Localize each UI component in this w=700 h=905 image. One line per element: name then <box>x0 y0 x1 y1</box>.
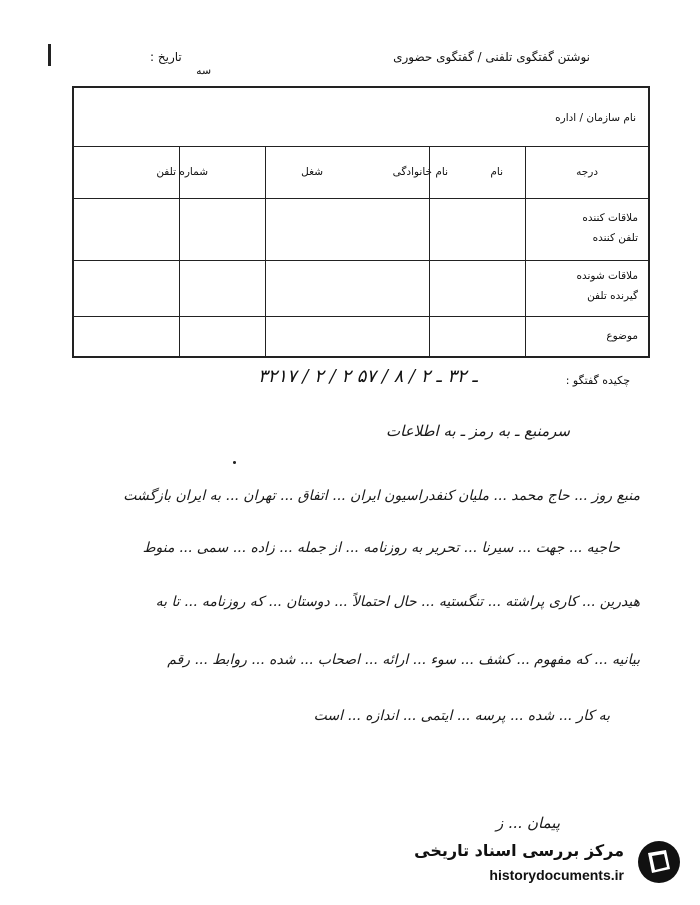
visitor-row <box>74 198 648 261</box>
ink-dot <box>233 461 236 464</box>
visited-row <box>74 260 648 317</box>
org-label: نام سازمان / اداره <box>555 112 636 124</box>
visited-label: ملاقات شونده <box>576 270 638 282</box>
form-table <box>72 86 650 358</box>
archive-logo-icon <box>636 839 682 885</box>
org-row <box>74 88 648 147</box>
subject-label: موضوع <box>606 330 638 342</box>
col-family-name: نام خانوادگی <box>392 166 448 178</box>
form-title: نوشتن گفتگوی تلفنی / گفتگوی حضوری <box>393 50 590 64</box>
margin-mark <box>48 44 51 66</box>
col-phone: شماره تلفن <box>156 166 208 178</box>
handwritten-line: منبع روز ... حاج محمد ... ملیان کنفدراسیون ایران ... اتفاق ... تهران ... به ایران بازگشت <box>123 488 640 504</box>
handwritten-line: بیانیه ... که مفهوم ... کشف ... سوء ... ارائه ... اصحاب ... شده ... روابط ... رقم <box>167 652 640 668</box>
column-divider <box>265 146 266 356</box>
column-divider <box>525 146 526 356</box>
handwritten-line: حاجیه ... جهت ... سیرنا ... تحریر به روزنامه ... از جمله ... زاده ... سمی ... منوط <box>142 540 620 556</box>
watermark-text-fa: مرکز بررسی اسناد تاریخی <box>414 841 624 860</box>
handwritten-line: هیدرین ... کاری پراشته ... تنگستیه ... حال احتمالاً ... دوستان ... که روزنامه ... تا به <box>155 594 640 610</box>
column-header-row <box>74 146 648 199</box>
col-name: نام <box>490 166 503 178</box>
receiver-label: گیرنده تلفن <box>587 290 638 302</box>
handwritten-line: سرمنبع ـ به رمز ـ به اطلاعات <box>386 422 570 440</box>
visitor-label: ملاقات کننده <box>582 212 638 224</box>
caller-label: تلفن کننده <box>592 232 638 244</box>
watermark-logo <box>382 839 682 895</box>
col-rank: درجه <box>576 166 598 178</box>
column-divider <box>429 146 430 356</box>
subject-row <box>74 316 648 358</box>
date-label: تاریخ : <box>150 50 182 64</box>
stamp-mark: سه <box>195 63 212 78</box>
document-number: ۳۲۱۷ / ۲ / ۲ ـ ۳۲ ـ ۲ / ۸ / ۵۷ <box>258 366 478 387</box>
signature: پیمان ... ز <box>495 814 560 832</box>
summary-label: چکیده گفتگو : <box>565 374 630 387</box>
handwritten-line: به کار ... شده ... پرسه ... ایتمی ... اندازه ... است <box>313 708 610 724</box>
watermark-text-en: historydocuments.ir <box>489 867 624 883</box>
col-job: شغل <box>301 166 323 178</box>
column-divider <box>179 146 180 356</box>
